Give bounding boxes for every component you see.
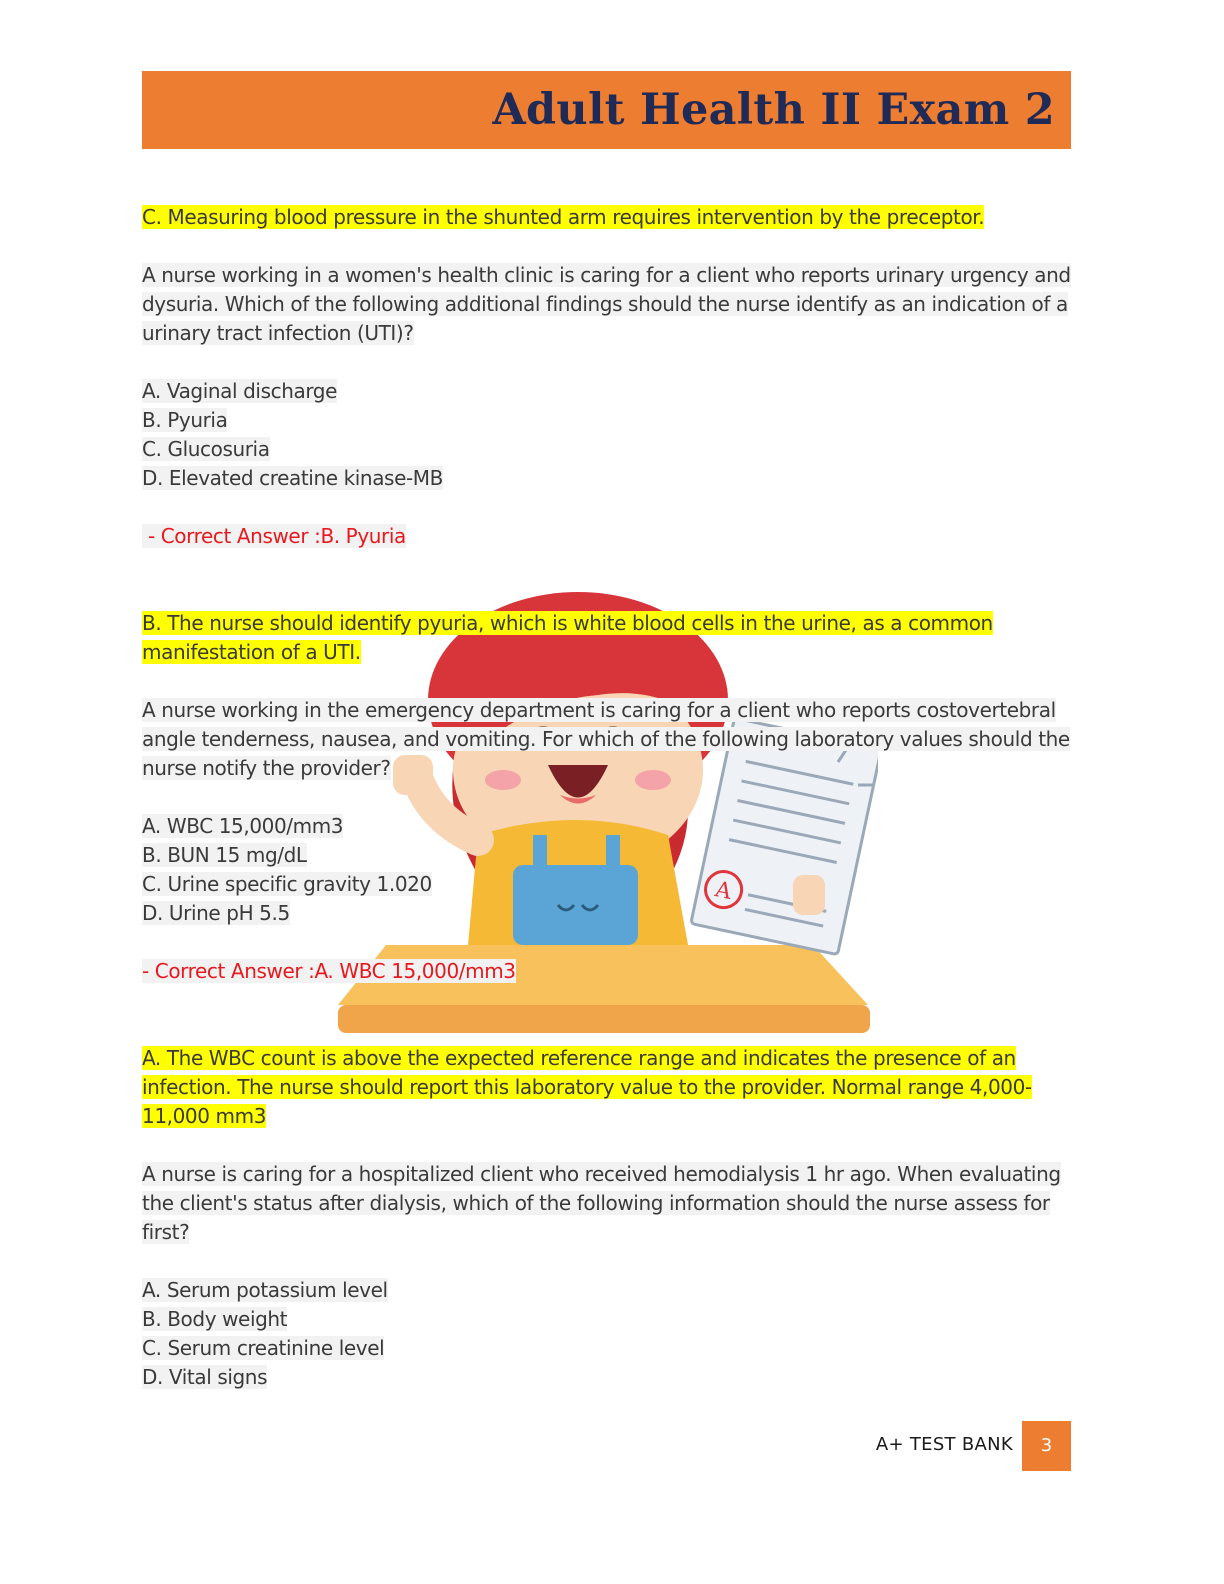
- document-title: Adult Health II Exam 2: [492, 85, 1055, 135]
- option-a: A. Serum potassium level: [142, 1278, 388, 1302]
- grade-mark: A: [712, 877, 734, 905]
- options-hemodialysis: [142, 1276, 1072, 1392]
- option-a: A. Vaginal discharge: [142, 379, 337, 403]
- rationale-previous: C. Measuring blood pressure in the shunted arm requires intervention by the preceptor.: [142, 205, 985, 229]
- options-uti: [142, 377, 1072, 493]
- rationale-uti: B. The nurse should identify pyuria, which is white blood cells in the urine, as a common manifestation of a UTI.: [142, 611, 993, 664]
- question-uti: A nurse working in a women's health clinic is caring for a client who reports urinary urgency and dysuria. Which of the following additional findings should the nurse identify as an indication of a urinary tract infection (UTI)?: [142, 263, 1071, 345]
- option-d: D. Vital signs: [142, 1365, 268, 1389]
- option-b: B. BUN 15 mg/dL: [142, 843, 307, 867]
- correct-answer-cva: - Correct Answer :A. WBC 15,000/mm3: [142, 959, 516, 983]
- option-c: C. Serum creatinine level: [142, 1336, 385, 1360]
- correct-answer-uti: - Correct Answer :B. Pyuria: [142, 524, 406, 548]
- option-b: B. Body weight: [142, 1307, 288, 1331]
- rationale-cva: A. The WBC count is above the expected reference range and indicates the presence of an infection. The nurse should report this laboratory value to the provider. Normal range 4,000- 11,000 mm3: [142, 1046, 1032, 1128]
- question-hemodialysis: A nurse is caring for a hospitalized client who received hemodialysis 1 hr ago. When evaluating the client's status after dialysis, which of the following information should the nurse assess for first?: [142, 1162, 1061, 1244]
- option-a: A. WBC 15,000/mm3: [142, 814, 344, 838]
- page-number: 3: [1022, 1421, 1071, 1471]
- question-cva: A nurse working in the emergency department is caring for a client who reports costovertebral angle tenderness, nausea, and vomiting. For which of the following laboratory values should the nurse notify the provider?: [142, 698, 1070, 780]
- option-b: B. Pyuria: [142, 408, 228, 432]
- option-d: D. Elevated creatine kinase-MB: [142, 466, 443, 490]
- option-c: C. Glucosuria: [142, 437, 270, 461]
- option-d: D. Urine pH 5.5: [142, 901, 290, 925]
- options-cva: [142, 812, 1072, 928]
- header-bar: [142, 71, 1071, 149]
- option-c: C. Urine specific gravity 1.020: [142, 872, 432, 896]
- footer-label: A+ TEST BANK: [875, 1434, 1013, 1455]
- document-body: [142, 203, 1072, 1421]
